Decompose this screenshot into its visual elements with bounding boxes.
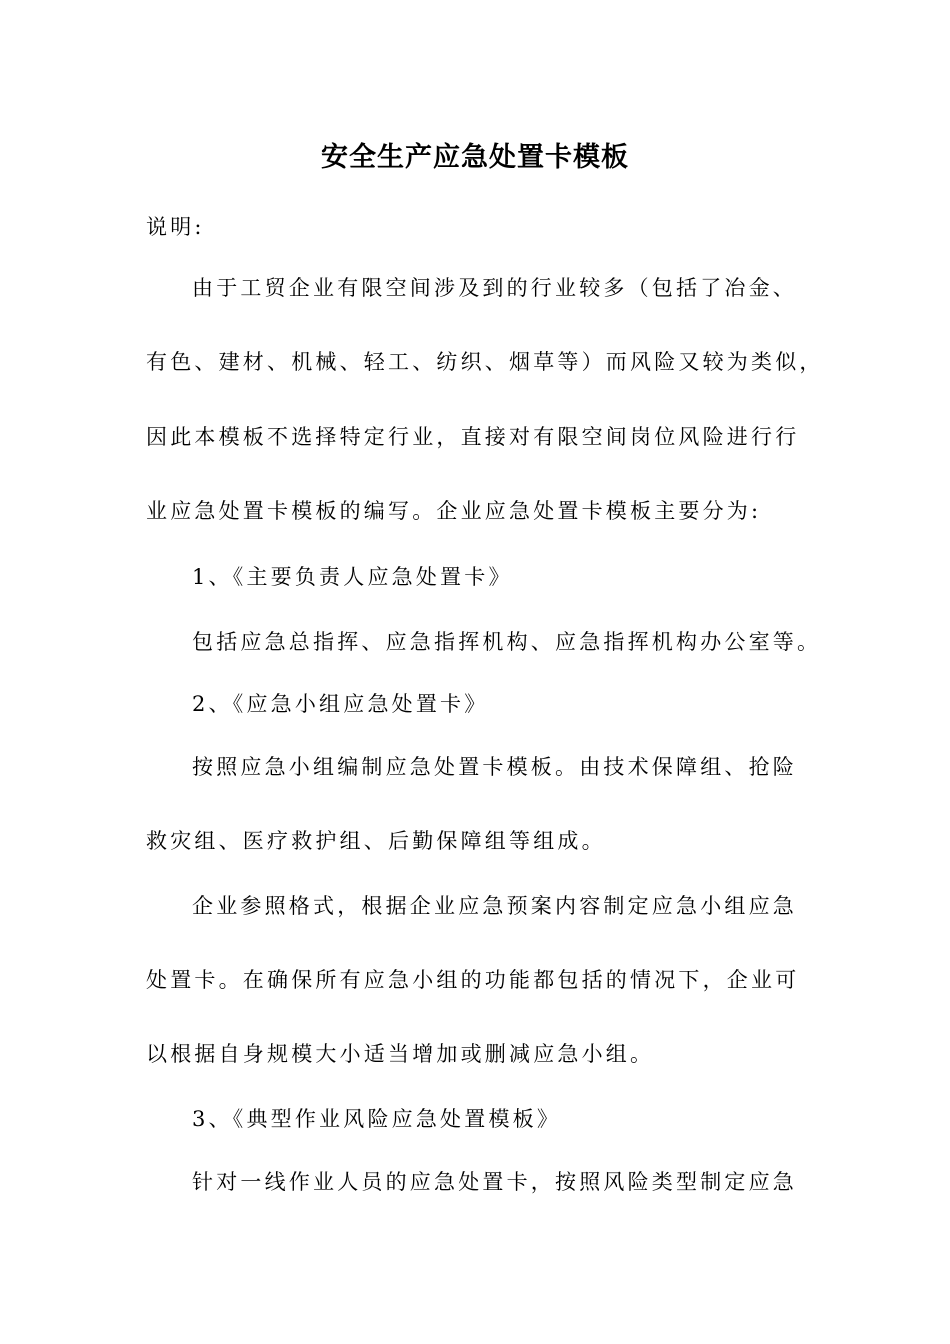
paragraph1-line-1: 由于工贸企业有限空间涉及到的行业较多（包括了冶金、 (192, 276, 797, 300)
paragraph1-line-2: 有色、建材、机械、轻工、纺织、烟草等）而风险又较为类似， (146, 350, 824, 374)
item2-text-line-1: 按照应急小组编制应急处置卡模板。由技术保障组、抢险 (192, 755, 797, 779)
item2-heading: 2、《应急小组应急处置卡》 (192, 692, 489, 716)
document-title: 安全生产应急处置卡模板 (321, 142, 629, 173)
item2-text-line-2: 救灾组、医疗救护组、后勤保障组等组成。 (146, 829, 606, 853)
item3-heading: 3、《典型作业风险应急处置模板》 (192, 1107, 562, 1131)
paragraph1-line-3: 因此本模板不选择特定行业，直接对有限空间岗位风险进行行 (146, 425, 800, 449)
item2-note-line-2: 处置卡。在确保所有应急小组的功能都包括的情况下，企业可 (146, 968, 800, 992)
item3-text-line-1: 针对一线作业人员的应急处置卡，按照风险类型制定应急 (192, 1170, 797, 1194)
item2-note-line-1: 企业参照格式，根据企业应急预案内容制定应急小组应急 (192, 894, 797, 918)
explanation-label: 说明: (146, 215, 205, 239)
item1-heading: 1、《主要负责人应急处置卡》 (192, 565, 513, 589)
item2-note-line-3: 以根据自身规模大小适当增加或删减应急小组。 (146, 1042, 655, 1066)
paragraph1-line-4: 业应急处置卡模板的编写。企业应急处置卡模板主要分为: (146, 499, 762, 523)
item1-text: 包括应急总指挥、应急指挥机构、应急指挥机构办公室等。 (192, 630, 822, 654)
